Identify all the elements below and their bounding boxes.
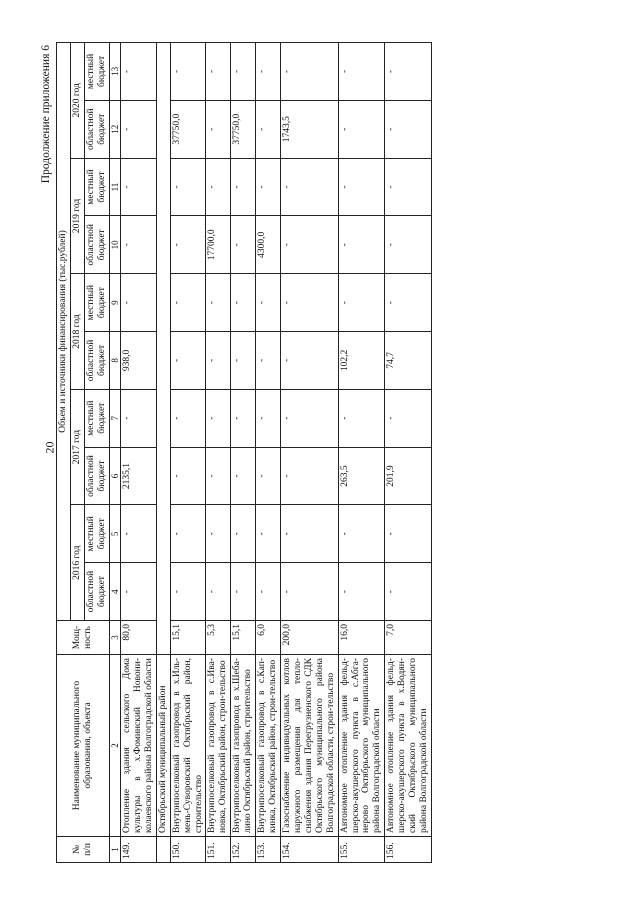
budget-value: - bbox=[281, 331, 339, 389]
budget-value: - bbox=[170, 158, 206, 216]
budget-value: - bbox=[170, 504, 206, 562]
table-header bbox=[57, 42, 121, 862]
budget-value: - bbox=[231, 562, 256, 620]
column-number: 1 bbox=[109, 836, 120, 862]
budget-value: - bbox=[256, 42, 281, 100]
budget-value: - bbox=[281, 158, 339, 216]
header-local-budget: местный бюджет bbox=[84, 504, 109, 562]
header-regional-budget: областной бюджет bbox=[84, 331, 109, 389]
budget-value: - bbox=[231, 447, 256, 505]
column-number: 9 bbox=[109, 273, 120, 331]
budget-value: - bbox=[170, 447, 206, 505]
budget-value: - bbox=[385, 504, 432, 562]
object-name: Автономное отопление здания фельд-шерско-акушерского пункта в с.Абга-нерово Октябрьского муниципального района Волгоградской области bbox=[338, 654, 385, 836]
budget-value: 938,0 bbox=[121, 331, 157, 389]
column-number-row bbox=[109, 42, 120, 862]
budget-value: - bbox=[281, 273, 339, 331]
budget-value: - bbox=[121, 215, 157, 273]
budget-value: - bbox=[281, 562, 339, 620]
table-row bbox=[170, 42, 206, 862]
column-number: 12 bbox=[109, 100, 120, 158]
row-number: 154. bbox=[281, 836, 339, 862]
budget-value: - bbox=[256, 504, 281, 562]
table-row bbox=[231, 42, 256, 862]
header-power: Мощ-ность bbox=[57, 620, 110, 654]
budget-value: 74,7 bbox=[385, 331, 432, 389]
budget-value: - bbox=[121, 389, 157, 447]
budget-value: - bbox=[170, 562, 206, 620]
budget-value: - bbox=[206, 331, 231, 389]
header-year: 2018 год bbox=[70, 273, 84, 389]
column-number: 10 bbox=[109, 215, 120, 273]
section-no bbox=[156, 836, 170, 862]
budget-value: - bbox=[231, 389, 256, 447]
header-local-budget: местный бюджет bbox=[84, 389, 109, 447]
header-year: 2020 год bbox=[70, 42, 84, 158]
object-power: 15,1 bbox=[231, 620, 256, 654]
table-row bbox=[385, 42, 432, 862]
budget-value: 37750,0 bbox=[170, 100, 206, 158]
budget-value: - bbox=[338, 158, 385, 216]
object-name: Внутрипоселковый газопровод в х.Иль-мень-Суворовский Октябрьский район, строительство bbox=[170, 654, 206, 836]
budget-value: - bbox=[170, 389, 206, 447]
budget-value: - bbox=[338, 273, 385, 331]
budget-value: - bbox=[231, 273, 256, 331]
budget-value: - bbox=[170, 273, 206, 331]
column-number: 5 bbox=[109, 504, 120, 562]
budget-value: - bbox=[338, 504, 385, 562]
column-number: 8 bbox=[109, 331, 120, 389]
budget-value: - bbox=[170, 42, 206, 100]
header-no: № п/п bbox=[57, 836, 110, 862]
header-regional-budget: областной бюджет bbox=[84, 100, 109, 158]
budget-value: - bbox=[121, 100, 157, 158]
budget-value: - bbox=[281, 447, 339, 505]
budget-value: - bbox=[338, 562, 385, 620]
row-number: 149. bbox=[121, 836, 157, 862]
object-power: 200,0 bbox=[281, 620, 339, 654]
budget-value: - bbox=[256, 158, 281, 216]
header-regional-budget: областной бюджет bbox=[84, 562, 109, 620]
budget-value: - bbox=[385, 158, 432, 216]
object-power: 15,1 bbox=[170, 620, 206, 654]
page-number: 20 bbox=[42, 441, 57, 454]
header-regional-budget: областной бюджет bbox=[84, 215, 109, 273]
column-number: 11 bbox=[109, 158, 120, 216]
budget-value: - bbox=[385, 42, 432, 100]
budget-value: - bbox=[385, 562, 432, 620]
budget-value: - bbox=[121, 562, 157, 620]
row-number: 150. bbox=[170, 836, 206, 862]
budget-value: - bbox=[206, 42, 231, 100]
budget-value: - bbox=[256, 389, 281, 447]
budget-value: - bbox=[231, 504, 256, 562]
object-name: Внутрипоселковый газопровод в х.Шеба-лино Октябрьский район, строительство bbox=[231, 654, 256, 836]
section-title: Октябрьский муниципальный район bbox=[156, 654, 170, 836]
object-power: 6,0 bbox=[256, 620, 281, 654]
header-local-budget: местный бюджет bbox=[84, 273, 109, 331]
row-number: 156. bbox=[385, 836, 432, 862]
object-power: 7,0 bbox=[385, 620, 432, 654]
budget-value: - bbox=[338, 215, 385, 273]
budget-value: - bbox=[256, 100, 281, 158]
budget-value: - bbox=[206, 389, 231, 447]
budget-value: - bbox=[206, 504, 231, 562]
table-row bbox=[338, 42, 385, 862]
budget-value: 201,9 bbox=[385, 447, 432, 505]
section-filler bbox=[156, 42, 170, 654]
budget-value: 37750,0 bbox=[231, 100, 256, 158]
budget-value: - bbox=[206, 447, 231, 505]
budget-value: - bbox=[121, 504, 157, 562]
column-number: 6 bbox=[109, 447, 120, 505]
budget-value: - bbox=[281, 215, 339, 273]
table-row bbox=[281, 42, 339, 862]
header-year: 2019 год bbox=[70, 158, 84, 274]
budget-value: 4300,0 bbox=[256, 215, 281, 273]
column-number: 2 bbox=[109, 654, 120, 836]
budget-value: 17700,0 bbox=[206, 215, 231, 273]
budget-value: - bbox=[385, 215, 432, 273]
object-name: Внутрипоселковый газопровод в с.Кап-кинка, Октябрьский район, строи-тельство bbox=[256, 654, 281, 836]
budget-value: - bbox=[338, 100, 385, 158]
column-number: 7 bbox=[109, 389, 120, 447]
budget-value: - bbox=[121, 42, 157, 100]
budget-value: - bbox=[231, 331, 256, 389]
budget-value: - bbox=[256, 447, 281, 505]
header-year: 2016 год bbox=[70, 504, 84, 620]
table-row bbox=[256, 42, 281, 862]
table-row bbox=[121, 42, 157, 862]
header-group-title: Объем и источники финансирования (тыс.рублей) bbox=[57, 42, 71, 620]
row-number: 153. bbox=[256, 836, 281, 862]
budget-value: - bbox=[231, 158, 256, 216]
object-power: 5,3 bbox=[206, 620, 231, 654]
budget-value: - bbox=[170, 215, 206, 273]
object-power: 80,0 bbox=[121, 620, 157, 654]
budget-value: - bbox=[256, 273, 281, 331]
budget-value: - bbox=[170, 331, 206, 389]
section-row bbox=[156, 42, 170, 862]
budget-value: - bbox=[338, 42, 385, 100]
budget-value: - bbox=[385, 100, 432, 158]
row-number: 155. bbox=[338, 836, 385, 862]
budget-value: - bbox=[231, 42, 256, 100]
budget-value: - bbox=[121, 273, 157, 331]
budget-value: - bbox=[121, 158, 157, 216]
budget-value: - bbox=[206, 100, 231, 158]
column-number: 13 bbox=[109, 42, 120, 100]
object-name: Газоснабжение индивидуальных котлов наружного размещения для тепло-снабжения здания Перегрузненского СДК Октябрьского муниципального района Волгоградской области, строи-тельство bbox=[281, 654, 339, 836]
budget-value: 2135,1 bbox=[121, 447, 157, 505]
budget-value: - bbox=[256, 562, 281, 620]
continuation-caption: Продолжение приложения 6 bbox=[40, 44, 52, 183]
row-number: 151. bbox=[206, 836, 231, 862]
financing-table bbox=[56, 42, 432, 863]
header-local-budget: местный бюджет bbox=[84, 158, 109, 216]
rotated-page bbox=[40, 43, 600, 863]
budget-value: - bbox=[256, 331, 281, 389]
table-body bbox=[121, 42, 432, 862]
budget-value: - bbox=[231, 215, 256, 273]
budget-value: - bbox=[281, 504, 339, 562]
budget-value: 102,2 bbox=[338, 331, 385, 389]
budget-value: - bbox=[338, 389, 385, 447]
header-name: Наименование муниципального образования, объекта bbox=[57, 654, 110, 836]
object-name: Отопление здания сельского Дома культуры в х.Фоминский Новони-колаевского района Волгоградской области bbox=[121, 654, 157, 836]
budget-value: - bbox=[281, 42, 339, 100]
header-year: 2017 год bbox=[70, 389, 84, 505]
budget-value: 1743,5 bbox=[281, 100, 339, 158]
budget-value: - bbox=[206, 273, 231, 331]
object-power: 16,0 bbox=[338, 620, 385, 654]
budget-value: - bbox=[206, 562, 231, 620]
budget-value: - bbox=[385, 389, 432, 447]
header-local-budget: местный бюджет bbox=[84, 42, 109, 100]
column-number: 3 bbox=[109, 620, 120, 654]
budget-value: - bbox=[385, 273, 432, 331]
table-row bbox=[206, 42, 231, 862]
budget-value: - bbox=[281, 389, 339, 447]
object-name: Автономное отопление здания фельд-шерско-акушерского пункта в х.Водян-ский Октябрьского муниципального района Волгоградской области bbox=[385, 654, 432, 836]
object-name: Внутрипоселковый газопровод в с.Ива-новка, Октябрьский район, строи-тельство bbox=[206, 654, 231, 836]
budget-value: 263,5 bbox=[338, 447, 385, 505]
header-regional-budget: областной бюджет bbox=[84, 447, 109, 505]
row-number: 152. bbox=[231, 836, 256, 862]
column-number: 4 bbox=[109, 562, 120, 620]
budget-value: - bbox=[206, 158, 231, 216]
